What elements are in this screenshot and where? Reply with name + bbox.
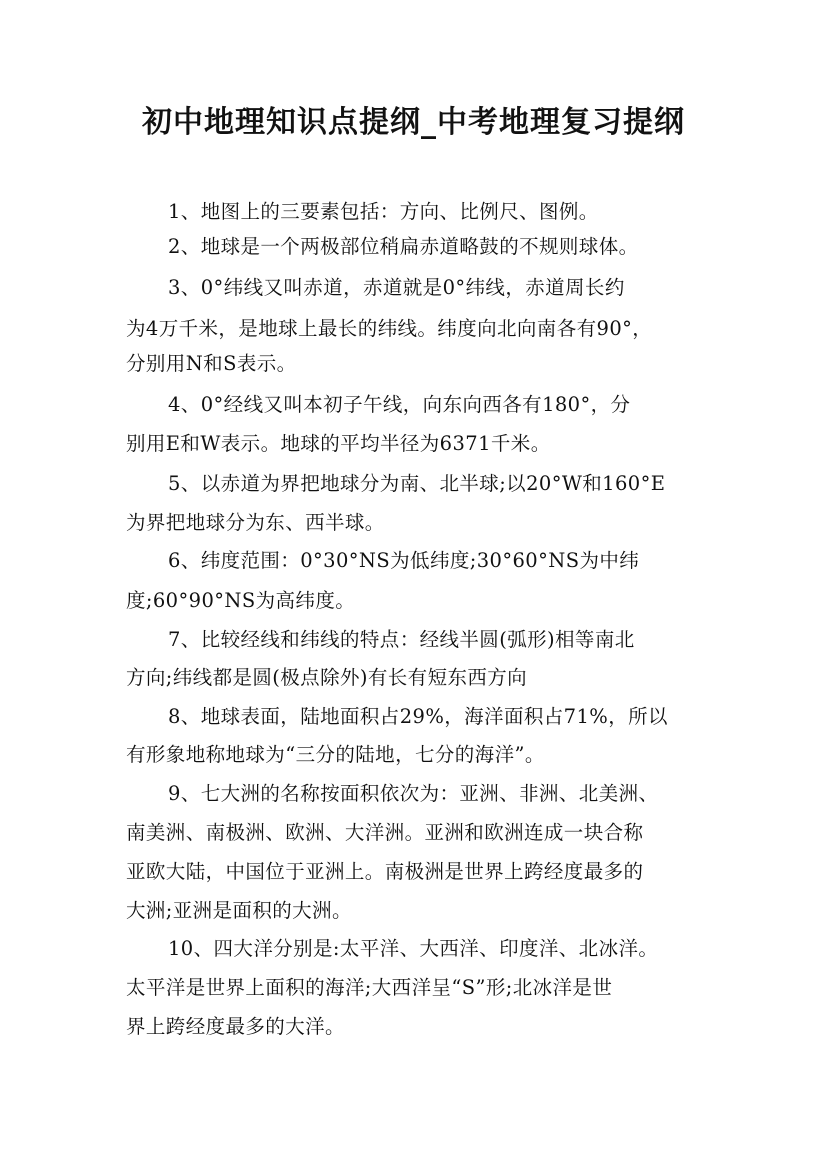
item-6-line-2: 度;60°90°NS为高纬度。 [126,589,356,612]
item-1-line-1: 1、地图上的三要素包括：方向、比例尺、图例。 [168,200,599,223]
item-10-line-1: 10、四大洋分别是:太平洋、大西洋、印度洋、北冰洋。 [168,937,659,960]
item-3-line-1: 3、0°纬线又叫赤道，赤道就是0°纬线，赤道周长约 [168,276,625,299]
item-4-line-1: 4、0°经线又叫本初子午线，向东向西各有180°，分 [168,393,631,416]
item-10-line-3: 界上跨经度最多的大洋。 [126,1015,345,1038]
item-8-line-2: 有形象地称地球为“三分的陆地，七分的海洋”。 [126,743,545,766]
item-9-line-1: 9、七大洲的名称按面积依次为：亚洲、非洲、北美洲、 [168,782,659,805]
item-10-line-2: 太平洋是世界上面积的海洋;大西洋呈“S”形;北冰洋是世 [126,976,613,999]
item-8-line-1: 8、地球表面，陆地面积占29%，海洋面积占71%，所以 [168,705,668,728]
item-5-line-2: 为界把地球分为东、西半球。 [126,511,385,534]
item-3-line-3: 分别用N和S表示。 [126,352,297,375]
item-9-line-4: 大洲;亚洲是面积的大洲。 [126,899,352,922]
item-7-line-2: 方向;纬线都是圆(极点除外)有长有短东西方向 [126,666,528,689]
document-title: 初中地理知识点提纲_中考地理复习提纲 [142,105,685,140]
item-5-line-1: 5、以赤道为界把地球分为南、北半球;以20°W和160°E [168,472,666,495]
item-4-line-2: 别用E和W表示。地球的平均半径为6371千米。 [126,432,551,455]
item-6-line-1: 6、纬度范围：0°30°NS为低纬度;30°60°NS为中纬 [168,549,640,572]
item-2-line-1: 2、地球是一个两极部位稍扁赤道略鼓的不规则球体。 [168,235,639,258]
item-3-line-2: 为4万千米，是地球上最长的纬线。纬度向北向南各有90°， [126,317,653,340]
item-9-line-3: 亚欧大陆，中国位于亚洲上。南极洲是世界上跨经度最多的 [126,860,644,883]
item-9-line-2: 南美洲、南极洲、欧洲、大洋洲。亚洲和欧洲连成一块合称 [126,821,644,844]
item-7-line-1: 7、比较经线和纬线的特点：经线半圆(弧形)相等南北 [168,628,635,651]
